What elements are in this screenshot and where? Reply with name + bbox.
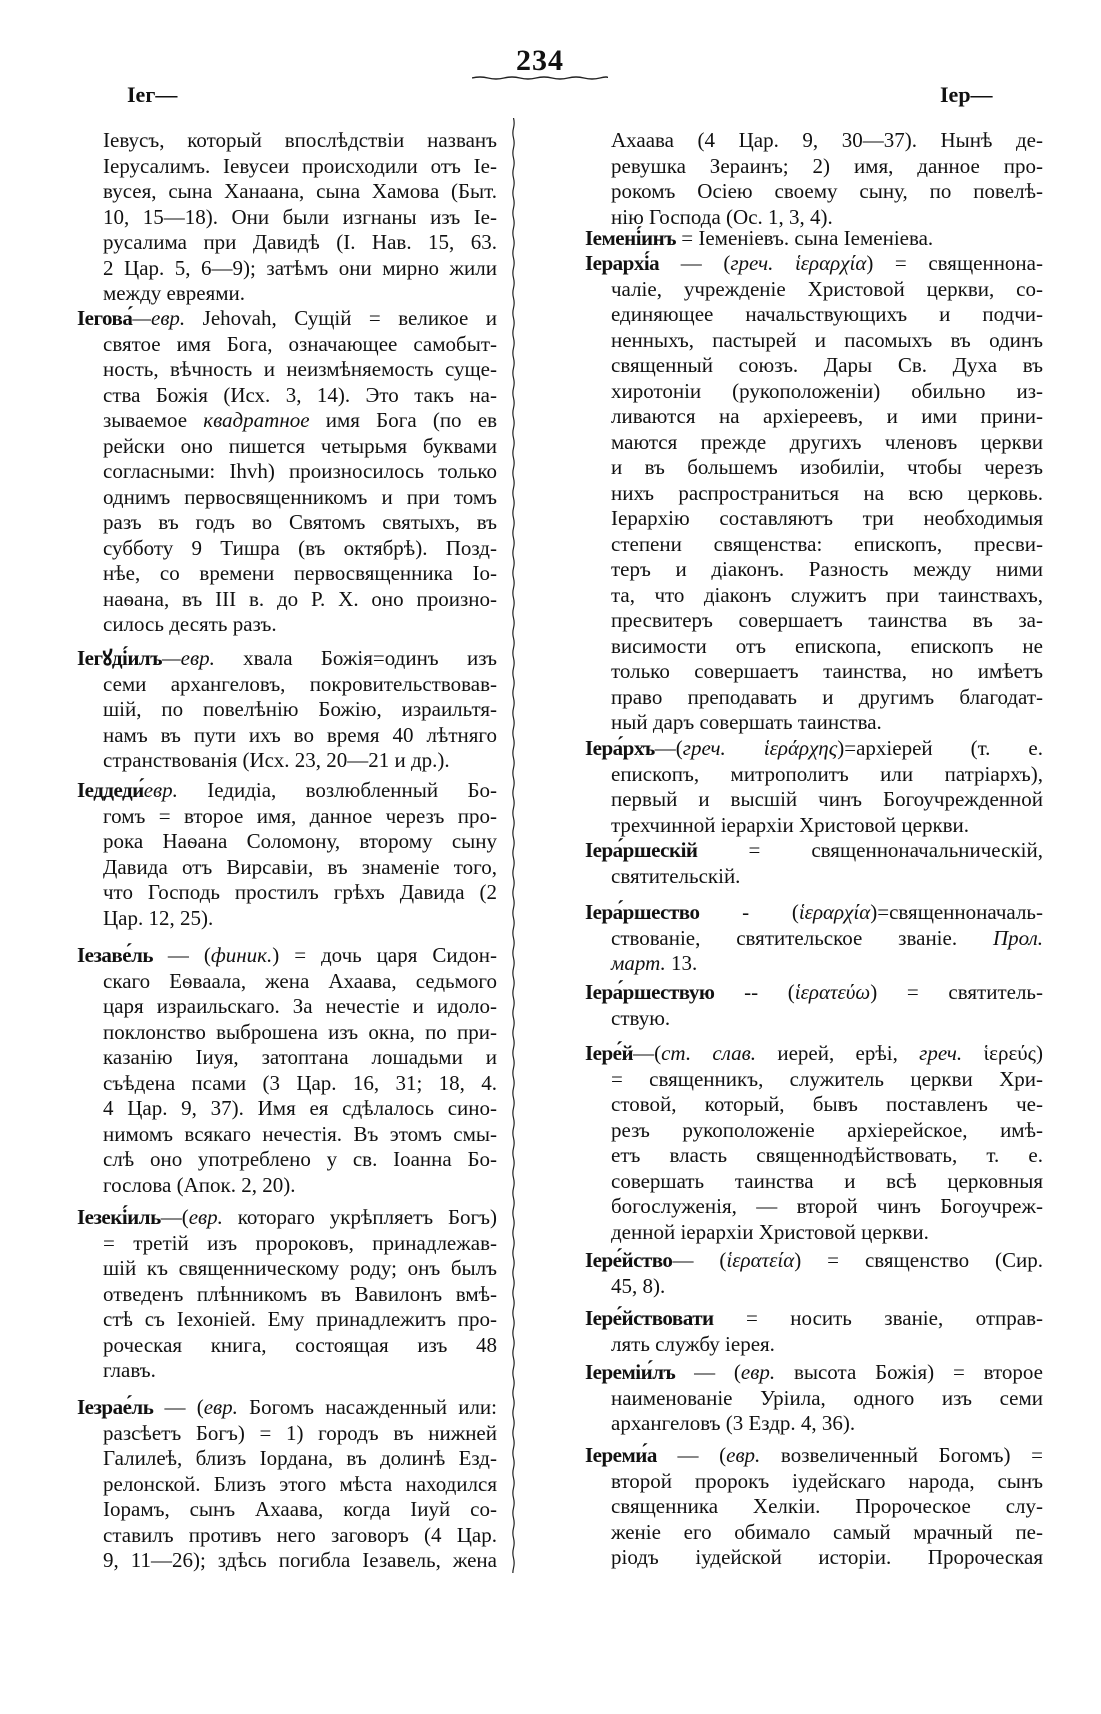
entry-text: ствую.: [611, 1005, 671, 1030]
entry-text: пресвитеръ совершаетъ таинства въ за-: [611, 608, 1043, 632]
entry-text: нимомъ всякаго нечестія. Въ этомъ смы-: [103, 1121, 497, 1146]
dictionary-entry: [77, 1205, 497, 1384]
entry-text: нѣе, со времени первосвященника Іо-: [103, 561, 497, 585]
page-number-rule: [472, 76, 608, 80]
entry-text: -- (: [714, 980, 795, 1004]
entry-line: [103, 357, 497, 383]
entry-line: [103, 281, 497, 307]
entry-text: маются прежде другихъ членовъ церкви: [611, 429, 1043, 454]
entry-line: [611, 926, 1043, 952]
entry-text: — (: [656, 1443, 727, 1467]
entry-text: ἱερεύς): [962, 1041, 1043, 1065]
entry-text: женіе его обимало самый мрачный пе-: [611, 1519, 1043, 1544]
entry-line: [103, 1231, 497, 1257]
entry-text: 4 Цар. 9, 37). Имя ея сдѣлалось сино-: [103, 1096, 497, 1120]
entry-line: [585, 1306, 1043, 1332]
italic-text: ст. слав.: [661, 1041, 757, 1065]
entry-text: субботу 9 Тишра (въ октябрѣ). Позд-: [103, 535, 497, 560]
dictionary-entry: [585, 1360, 1043, 1437]
entry-line: [103, 256, 497, 282]
dictionary-entry: [585, 226, 1043, 252]
entry-text: чаліе, учрежденіе Христовой церкви, со-: [611, 276, 1043, 301]
entry-line: [103, 1122, 497, 1148]
entry-line: [611, 685, 1043, 711]
entry-text: трехчинной іерархіи Христовой церкви.: [611, 812, 970, 837]
entry-line: [103, 1333, 497, 1359]
entry-text: 10, 15—18). Они были изгнаны изъ Іе-: [103, 204, 497, 229]
entry-text: шій, по повелѣнію Божію, израильтя-: [103, 697, 497, 721]
dictionary-entry: [585, 980, 1043, 1031]
entry-line: [77, 943, 497, 969]
entry-text: поклонство выброшена изъ окна, по при-: [103, 1019, 497, 1044]
entry-text: = священникъ, служитель церкви Хри-: [611, 1066, 1043, 1091]
entry-text: 2 Цар. 5, 6—9); затѣмъ они мирно жили: [103, 255, 497, 280]
italic-text: евр.: [203, 1395, 238, 1419]
dictionary-entry: [585, 1041, 1043, 1245]
entry-line: [611, 404, 1043, 430]
entry-line: [103, 485, 497, 511]
entry-line: [103, 1358, 497, 1384]
entry-text: съѣдена псами (3 Цар. 16, 31; 18, 4.: [103, 1070, 497, 1095]
entry-line: [103, 1548, 497, 1574]
entry-line: [611, 179, 1043, 205]
entry-text: 45, 8).: [611, 1273, 666, 1298]
entry-line: [611, 154, 1043, 180]
entry-line: [103, 804, 497, 830]
entry-text: нію Господа (Ос. 1, 3, 4).: [611, 204, 833, 229]
entry-line: [103, 1045, 497, 1071]
entry-line: [611, 1332, 1043, 1358]
dictionary-entry: [585, 1248, 1043, 1299]
entry-text: рейски оно пишется четырьмя буквами: [103, 433, 497, 458]
entry-text: релонской. Близъ этого мѣста находился: [103, 1471, 497, 1496]
entry-line: [103, 179, 497, 205]
entry-text: )=архіерей (т. е.: [837, 736, 1043, 760]
entry-line: [103, 672, 497, 698]
entry-line: [611, 608, 1043, 634]
entry-line: [103, 383, 497, 409]
entry-text: гослова (Апок. 2, 20).: [103, 1172, 296, 1197]
entry-text: ливаются на архіереевъ, и ими прини-: [611, 404, 1043, 428]
entry-text: — (: [659, 251, 731, 275]
entry-line: [611, 634, 1043, 660]
dictionary-entry: [585, 900, 1043, 977]
entry-line: [611, 1169, 1043, 1195]
dictionary-entry: [77, 943, 497, 1198]
entry-line: [611, 1386, 1043, 1412]
italic-text: март.: [611, 951, 666, 975]
entry-line: [585, 1443, 1043, 1469]
entry-text: степени священства: епископъ, пресви-: [611, 531, 1043, 556]
entry-line: [611, 710, 1043, 736]
entry-text: рокомъ Осіею своему сыну, по повелѣ-: [611, 179, 1043, 203]
italic-text: евр.: [143, 778, 178, 802]
entry-line: [103, 723, 497, 749]
entry-line: [611, 302, 1043, 328]
entry-text: = третій изъ пророковъ, принадлежав-: [103, 1230, 497, 1255]
dictionary-entry: [77, 646, 497, 774]
entry-line: [611, 1092, 1043, 1118]
entry-line: [103, 561, 497, 587]
entry-line: [585, 226, 1043, 252]
entry-text: богослуженія, — второй чинъ Богоучреж-: [611, 1194, 1043, 1218]
entry-text: ставилъ противъ него заговоръ (4 Цар.: [103, 1522, 497, 1547]
entry-line: [103, 1096, 497, 1122]
headword: Іереми́а: [585, 1443, 657, 1467]
entry-line: [103, 154, 497, 180]
entry-line: [103, 1446, 497, 1472]
entry-text: однимъ первосвященникомъ и при томъ: [103, 484, 497, 509]
dictionary-entry: [585, 128, 1043, 230]
headword: Іезаве́ль: [77, 943, 153, 967]
entry-line: [103, 697, 497, 723]
entry-line: [103, 1020, 497, 1046]
entry-text: имя Бога (по ев: [309, 408, 497, 432]
entry-text: вусея, сына Ханаана, сына Хамова (Быт.: [103, 179, 497, 203]
entry-line: [611, 1220, 1043, 1246]
entry-text: между евреями.: [103, 281, 246, 305]
entry-line: [585, 1041, 1043, 1067]
entry-line: [585, 838, 1043, 864]
entry-text: возвеличенный Богомъ) =: [760, 1443, 1043, 1467]
entry-line: [103, 1071, 497, 1097]
entry-text: та, что діаконъ служитъ при таинствахъ,: [611, 582, 1043, 607]
italic-text: евр.: [188, 1205, 223, 1229]
headword: Іегꙋді́илъ: [77, 646, 162, 670]
entry-line: [611, 787, 1043, 813]
entry-text: 9, 11—26); здѣсь погибла Іезавель, жена: [103, 1548, 497, 1572]
entry-text: второй пророкъ іудейскаго народа, сынъ: [611, 1468, 1043, 1493]
entry-text: странствованія (Исх. 23, 20—21 и др.).: [103, 748, 450, 772]
entry-line: [103, 994, 497, 1020]
entry-text: ) = священство (Сир.: [794, 1248, 1043, 1272]
entry-text: стовой, который, бывъ поставленъ че-: [611, 1092, 1043, 1116]
entry-line: [611, 1067, 1043, 1093]
entry-line: [611, 379, 1043, 405]
entry-text: — (: [672, 1248, 727, 1272]
entry-line: [103, 1307, 497, 1333]
entry-text: ный даръ совершать таинства.: [611, 710, 882, 734]
entry-text: Богомъ насажденный или:: [237, 1395, 498, 1419]
entry-text: единяющее начальствующихъ и подчи-: [611, 302, 1043, 326]
entry-line: [611, 813, 1043, 839]
entry-text: главъ.: [103, 1358, 156, 1382]
entry-text: теръ и діаконъ. Разность между ними: [611, 557, 1043, 581]
entry-text: и въ большемъ изобиліи, чтобы черезъ: [611, 455, 1043, 479]
entry-text: ненныхъ, пастырей и пасомыхъ въ одинъ: [611, 327, 1043, 352]
entry-text: семи архангеловъ, покровительствовав-: [103, 671, 497, 696]
entry-line: [103, 128, 497, 154]
headword: Іере́йство: [585, 1248, 673, 1272]
entry-text: лять службу іерея.: [611, 1331, 775, 1356]
entry-line: [103, 587, 497, 613]
dictionary-entry: [77, 778, 497, 931]
entry-text: зываемое: [103, 408, 204, 432]
italic-text: —евр.: [161, 646, 215, 670]
entry-line: [103, 408, 497, 434]
headword: Іере́й: [585, 1041, 634, 1065]
entry-text: —(: [160, 1205, 189, 1229]
headword: Іезрае́ль: [77, 1395, 154, 1419]
entry-text: Давида отъ Вирсавіи, въ знаменіе того,: [103, 854, 497, 879]
entry-text: святое имя Бога, означающее самобыт-: [103, 331, 497, 356]
entry-text: денной іерархіи Христовой церкви.: [611, 1219, 929, 1244]
entry-text: епископъ, митрополитъ или патріархъ),: [611, 761, 1043, 786]
dictionary-entry: [585, 1443, 1043, 1571]
headword: Іерархі́а: [585, 251, 660, 275]
entry-line: [611, 1143, 1043, 1169]
italic-text: греч. ἱεραρχία: [730, 251, 867, 275]
entry-text: высота Божія) = второе: [775, 1360, 1043, 1384]
entry-line: [611, 481, 1043, 507]
left-running-head: Іег—: [127, 82, 178, 107]
entry-line: [103, 230, 497, 256]
entry-line: [103, 1282, 497, 1308]
entry-text: Іевусъ, который впослѣдствіи названъ: [103, 128, 497, 152]
entry-line: [611, 1545, 1043, 1571]
entry-text: совершать таинства и всѣ церковныя: [611, 1168, 1043, 1193]
entry-text: )=священноначаль-: [870, 900, 1043, 924]
entry-line: [103, 1421, 497, 1447]
headword: Іезекі́иль: [77, 1205, 161, 1229]
entry-text: Галилеѣ, близъ Іордана, въ долинѣ Езд-: [103, 1446, 497, 1470]
entry-text: святительскій.: [611, 863, 741, 888]
entry-line: [103, 1256, 497, 1282]
entry-text: = носить званіе, отправ-: [713, 1306, 1043, 1330]
italic-text: евр.: [726, 1443, 761, 1467]
entry-line: [611, 430, 1043, 456]
italic-text: ἱερατεία: [726, 1248, 795, 1272]
entry-line: [611, 353, 1043, 379]
entry-text: ) = дочь царя Сидон-: [272, 943, 498, 967]
entry-text: висимости отъ епископа, епископъ не: [611, 633, 1043, 658]
entry-line: [103, 969, 497, 995]
dictionary-entry: [585, 251, 1043, 736]
entry-text: рока Наѳана Соломону, второму сыну: [103, 829, 497, 853]
entry-text: ) = священнона-: [866, 251, 1043, 275]
entry-line: [585, 1360, 1043, 1386]
entry-text: слѣ оно употреблено у св. Іоанна Бо-: [103, 1147, 497, 1171]
entry-text: нихъ распространиться на всю церковь.: [611, 480, 1043, 505]
entry-text: = священноначальническій,: [697, 838, 1043, 862]
entry-line: [611, 506, 1043, 532]
italic-text: греч. ἱεράρχης: [682, 736, 838, 760]
italic-text: греч.: [919, 1041, 963, 1065]
entry-text: согласными: Ihvh) произносилось только: [103, 459, 497, 483]
entry-text: Іерусалимъ. Іевусеи происходили отъ Іе-: [103, 153, 497, 178]
entry-text: — (: [675, 1360, 741, 1384]
entry-text: скаго Еѳваала, жена Ахаава, седьмого: [103, 968, 497, 993]
headword: Іемені́инъ: [585, 226, 676, 250]
dictionary-entry: [585, 1306, 1043, 1357]
entry-text: хиротоніи (рукоположеніи) обильно из-: [611, 378, 1043, 403]
entry-line: [611, 1494, 1043, 1520]
entry-line: [611, 1118, 1043, 1144]
page-number: 234: [516, 44, 564, 77]
entry-text: Іерархію составляютъ три необходимыя: [611, 506, 1043, 530]
entry-line: [611, 328, 1043, 354]
entry-text: роческая книга, состоящая изъ 48: [103, 1332, 497, 1357]
entry-text: священника Хелкіи. Пророческое слу-: [611, 1494, 1043, 1518]
entry-line: [77, 646, 497, 672]
headword: Іере́йствовати: [585, 1306, 714, 1330]
entry-text: разсѣетъ Богъ) = 1) городъ въ нижней: [103, 1420, 497, 1445]
entry-line: [103, 1173, 497, 1199]
entry-text: ріодъ іудейской исторіи. Пророческая: [611, 1545, 1043, 1569]
entry-text: Іедидіа, возлюбленный Бо-: [177, 778, 497, 802]
entry-line: [103, 536, 497, 562]
headword: Іегова́: [77, 306, 133, 330]
entry-text: наименованіе Уріила, одного изъ семи: [611, 1385, 1043, 1410]
entry-text: стѣ съ Іехоніей. Ему принадлежитъ про-: [103, 1307, 497, 1331]
entry-line: [611, 659, 1043, 685]
entry-text: иерей, ерѣі,: [756, 1041, 920, 1065]
entry-text: 13.: [665, 951, 698, 975]
entry-line: [77, 306, 497, 332]
dictionary-entry: [585, 736, 1043, 838]
entry-line: [77, 1395, 497, 1421]
headword: Іеддеди́: [77, 778, 144, 802]
entry-text: ствованіе, святительское званіе.: [611, 925, 993, 950]
italic-text: ἱεραρχία: [798, 900, 871, 924]
entry-line: [103, 332, 497, 358]
entry-text: етъ власть священнодѣйствовать, т. е.: [611, 1143, 1043, 1167]
entry-line: [611, 1194, 1043, 1220]
entry-line: [585, 251, 1043, 277]
entry-text: ства Божія (Исх. 3, 14). Это такъ на-: [103, 382, 497, 407]
entry-line: [103, 1472, 497, 1498]
entry-line: [103, 1523, 497, 1549]
dictionary-entry: [77, 128, 497, 307]
right-running-head: Іер—: [940, 82, 993, 107]
entry-line: [103, 459, 497, 485]
entry-text: Ахаава (4 Цар. 9, 30—37). Нынѣ де-: [611, 128, 1043, 152]
entry-text: Іорамъ, сынъ Ахаава, когда Іиуй со-: [103, 1497, 497, 1521]
entry-text: разъ въ годъ во Святомъ святыхъ, въ: [103, 510, 497, 534]
entry-line: [611, 1520, 1043, 1546]
entry-text: резъ рукоположеніе архіерейское, имѣ-: [611, 1117, 1043, 1142]
dictionary-entry: [77, 306, 497, 638]
entry-text: первый и высшій чинъ Богоучрежденной: [611, 787, 1043, 811]
entry-text: ) = святитель-: [870, 980, 1043, 1004]
entry-text: что Господь простилъ грѣхъ Давида (2: [103, 880, 497, 904]
entry-line: [611, 1274, 1043, 1300]
entry-text: - (: [699, 900, 799, 924]
entry-line: [585, 1248, 1043, 1274]
entry-line: [77, 778, 497, 804]
entry-line: [585, 736, 1043, 762]
entry-text: священный союзъ. Дары Св. Духа въ: [611, 353, 1043, 377]
entry-line: [611, 455, 1043, 481]
entry-text: Цар. 12, 25).: [103, 905, 214, 930]
entry-line: [611, 951, 1043, 977]
entry-text: — (: [153, 1395, 204, 1419]
entry-text: наѳана, въ III в. до Р. Х. оно произно-: [103, 586, 497, 611]
dictionary-entry: [77, 1395, 497, 1574]
italic-text: финик.: [210, 943, 273, 967]
entry-text: силось десять разъ.: [103, 612, 277, 636]
entry-text: — (: [152, 943, 211, 967]
entry-text: гомъ = второе имя, данное черезъ про-: [103, 803, 497, 828]
entry-text: царя израильскаго. За нечестіе и идоло-: [103, 994, 497, 1018]
entry-line: [611, 1469, 1043, 1495]
entry-line: [103, 748, 497, 774]
entry-line: [103, 880, 497, 906]
entry-line: [611, 532, 1043, 558]
italic-text: квадратное: [203, 408, 310, 432]
entry-line: [611, 128, 1043, 154]
headword: Іера́ршествую: [585, 980, 715, 1004]
entry-text: ность, вѣчность и неизмѣняемость суще-: [103, 357, 497, 381]
italic-text: Прол.: [992, 925, 1043, 950]
entry-line: [103, 205, 497, 231]
entry-line: [585, 900, 1043, 926]
entry-line: [103, 434, 497, 460]
entry-text: ревушка Зераинъ; 2) имя, данное про-: [611, 153, 1043, 178]
entry-line: [611, 583, 1043, 609]
entry-text: архангеловъ (3 Ездр. 4, 36).: [611, 1411, 856, 1435]
entry-text: = Іеменіевъ. сына Іеменіева.: [676, 226, 934, 250]
entry-line: [611, 1006, 1043, 1032]
dictionary-entry: [585, 838, 1043, 889]
italic-text: евр.: [740, 1360, 776, 1384]
entry-text: —(: [654, 736, 683, 760]
entry-line: [611, 557, 1043, 583]
entry-text: хвала Божія=одинъ изъ: [214, 646, 497, 670]
entry-line: [103, 829, 497, 855]
headword: Іера́ршество: [585, 900, 700, 924]
headword: Іера́рхъ: [585, 736, 655, 760]
entry-line: [103, 510, 497, 536]
entry-line: [611, 762, 1043, 788]
entry-text: казанію Іиуя, затоптана лошадьми и: [103, 1045, 497, 1069]
italic-text: —евр.: [132, 306, 186, 330]
entry-line: [103, 1497, 497, 1523]
entry-text: право преподавать и другимъ благодат-: [611, 684, 1043, 709]
entry-line: [103, 1147, 497, 1173]
entry-line: [585, 980, 1043, 1006]
entry-text: —(: [633, 1041, 662, 1065]
entry-text: только совершаетъ таинства, но имѣетъ: [611, 659, 1043, 683]
entry-line: [77, 1205, 497, 1231]
entry-line: [611, 864, 1043, 890]
column-divider: [512, 118, 515, 1573]
entry-text: Jehovah, Сущій = великое и: [185, 306, 497, 330]
entry-text: отведенъ плѣнникомъ въ Вавилонъ вмѣ-: [103, 1281, 497, 1306]
entry-line: [611, 277, 1043, 303]
headword: Іереміи́лъ: [585, 1360, 676, 1384]
entry-text: шій къ священническому роду; онъ былъ: [103, 1256, 497, 1280]
entry-text: намъ въ пути ихъ во время 40 лѣтняго: [103, 722, 497, 747]
entry-text: котораго укрѣпляетъ Богъ): [222, 1205, 497, 1229]
entry-text: русалима при Давидѣ (І. Нав. 15, 63.: [103, 230, 497, 254]
entry-line: [103, 612, 497, 638]
entry-line: [611, 1411, 1043, 1437]
italic-text: ἱερατεύω: [794, 980, 871, 1004]
headword: Іера́ршескій: [585, 838, 698, 862]
entry-line: [103, 906, 497, 932]
entry-line: [103, 855, 497, 881]
